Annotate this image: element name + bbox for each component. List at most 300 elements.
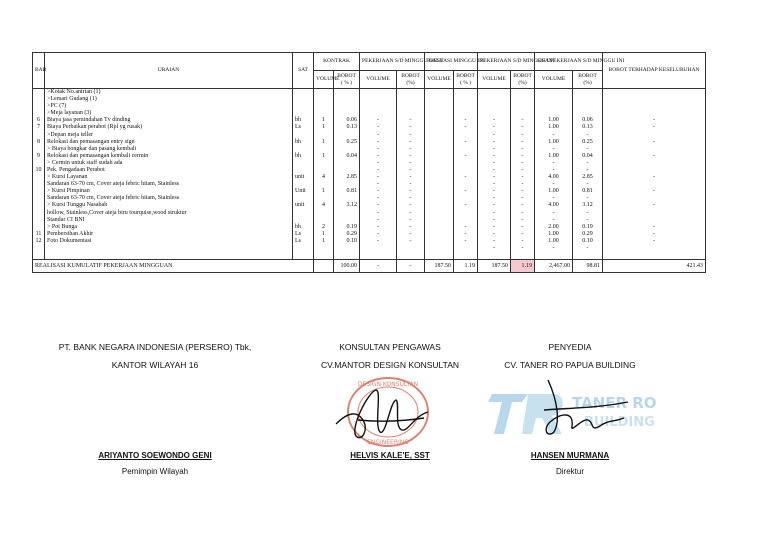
total-prestasi-volume: 187.50	[425, 259, 454, 272]
table-row	[33, 181, 706, 188]
cell-ib: -	[511, 188, 535, 195]
svg-text:TANER RO: TANER RO	[572, 394, 657, 412]
cell-no	[33, 181, 45, 188]
cell-sat	[293, 160, 314, 167]
cell-sv: 1.00	[535, 139, 573, 146]
cell-pv	[425, 167, 454, 174]
cell-sat	[293, 131, 314, 138]
table-row	[33, 202, 706, 209]
cell-lv	[360, 103, 397, 110]
cell-tot	[603, 181, 706, 188]
cell-iv	[478, 110, 511, 117]
cell-pv	[425, 195, 454, 202]
cell-sv: -	[535, 217, 573, 224]
cell-uraian: Pek. Pengadaan Perabot	[45, 167, 293, 174]
cell-ib: -	[511, 195, 535, 202]
cell-no: 9	[33, 153, 45, 160]
cell-kb: 0.06	[334, 117, 360, 124]
cell-kb	[334, 245, 360, 252]
cell-uraian: Standar CI BNI	[45, 217, 293, 224]
cell-kb	[334, 146, 360, 153]
cell-sb	[573, 89, 603, 97]
cell-iv: -	[478, 131, 511, 138]
cell-lb: -	[397, 224, 425, 231]
cell-pb: -	[454, 188, 478, 195]
cell-lv: -	[360, 146, 397, 153]
cell-kb: 0.81	[334, 188, 360, 195]
cell-sat: bh	[293, 153, 314, 160]
cell-no: 8	[33, 139, 45, 146]
header-volume: VOLUME	[360, 71, 397, 89]
cell-kv	[314, 89, 334, 97]
svg-text:BUILDING: BUILDING	[584, 415, 655, 430]
cell-uraian: Relokasi dan pemasangan kembali cermin	[45, 153, 293, 160]
cell-ib: -	[511, 238, 535, 245]
provider-org: PENYEDIA	[548, 342, 592, 352]
cell-no	[33, 146, 45, 153]
header-sat: SAT	[293, 53, 314, 89]
cell-sv: 4.00	[535, 202, 573, 209]
cell-kb: 0.29	[334, 231, 360, 238]
cell-pb: -	[454, 231, 478, 238]
cell-sb: -	[573, 210, 603, 217]
cell-lb: -	[397, 188, 425, 195]
cell-lb: -	[397, 181, 425, 188]
cell-lv: -	[360, 139, 397, 146]
table-row	[33, 131, 706, 138]
table-row	[33, 139, 706, 146]
cell-tot: -	[603, 188, 706, 195]
cell-pv	[425, 238, 454, 245]
cell-pv	[425, 231, 454, 238]
cell-uraian: Sandaran 63-70 cm, Cover ateja febric hitam, Stainless	[45, 181, 293, 188]
cell-tot	[603, 146, 706, 153]
table-row	[33, 110, 706, 117]
cell-tot: -	[603, 153, 706, 160]
cell-sat: unit	[293, 174, 314, 181]
table-row	[33, 217, 706, 224]
cell-sv	[535, 110, 573, 117]
cell-kv	[314, 160, 334, 167]
total-ini-volume: 187.50	[478, 259, 511, 272]
header-volume: VOLUME	[425, 71, 454, 89]
cell-ib	[511, 103, 535, 110]
consultant-stamp-and-signature	[328, 372, 438, 452]
header-bab: BAB	[33, 53, 45, 89]
cell-pv	[425, 139, 454, 146]
cell-no	[33, 210, 45, 217]
table-row	[33, 153, 706, 160]
cell-pb	[454, 103, 478, 110]
provider-signer-name: HANSEN MURMANA	[530, 451, 610, 460]
cell-iv	[478, 96, 511, 103]
cell-sv: -	[535, 131, 573, 138]
cell-lv: -	[360, 131, 397, 138]
cell-ib: -	[511, 210, 535, 217]
cell-ib: -	[511, 146, 535, 153]
cell-sb: 0.81	[573, 188, 603, 195]
cell-no	[33, 160, 45, 167]
cell-pb	[454, 167, 478, 174]
cell-uraian: >Lemari Gudang (1)	[45, 96, 293, 103]
cell-iv: -	[478, 117, 511, 124]
total-sisa-volume: 2,467.00	[535, 259, 573, 272]
header-bobot: BOBOT (%)	[511, 71, 535, 89]
cell-ib: -	[511, 167, 535, 174]
cell-iv: -	[478, 217, 511, 224]
cell-uraian: > Kursi Tunggu Nasabah	[45, 202, 293, 209]
cell-sat	[293, 110, 314, 117]
cell-sv: 1.00	[535, 188, 573, 195]
cell-lv: -	[360, 210, 397, 217]
cell-tot	[603, 89, 706, 97]
svg-text:ENGINEERING: ENGINEERING	[367, 439, 409, 446]
total-prestasi-bobot: 1.19	[454, 259, 478, 272]
table-row	[33, 210, 706, 217]
total-label: REALISASI KUMULATIF PEKERJAAN MINGGUAN	[33, 259, 314, 272]
provider-signer-role: Direktur	[555, 467, 584, 476]
cell-sv: 1.00	[535, 238, 573, 245]
cell-sv: 2.00	[535, 224, 573, 231]
cell-iv: -	[478, 160, 511, 167]
cell-pb	[454, 217, 478, 224]
cell-kv	[314, 146, 334, 153]
cell-uraian: > Kursi Layanan	[45, 174, 293, 181]
cell-sv: -	[535, 167, 573, 174]
cell-lv	[360, 110, 397, 117]
total-lalu-bobot: -	[397, 259, 425, 272]
cell-lv: -	[360, 124, 397, 131]
consultant-org: KONSULTAN PENGAWAS	[339, 342, 441, 352]
header-kontrak: KONTRAK	[314, 53, 360, 71]
bank-signer-name: ARIYANTO SOEWONDO GENI	[98, 451, 212, 460]
cell-kv: 1	[314, 238, 334, 245]
cell-kv: 1	[314, 139, 334, 146]
cell-iv: -	[478, 167, 511, 174]
cell-ib: -	[511, 224, 535, 231]
header-volume: VOLUME	[478, 71, 511, 89]
cell-lv	[360, 245, 397, 252]
cell-ib: -	[511, 131, 535, 138]
cell-pb: -	[454, 224, 478, 231]
cell-no: 6	[33, 117, 45, 124]
cell-kb: 0.13	[334, 124, 360, 131]
cell-ib: -	[511, 202, 535, 209]
table-row	[33, 238, 706, 245]
cell-pv	[425, 153, 454, 160]
cell-lb: -	[397, 195, 425, 202]
cell-pv	[425, 110, 454, 117]
table-row	[33, 167, 706, 174]
cell-tot	[603, 160, 706, 167]
cell-lv: -	[360, 181, 397, 188]
signature-bank	[50, 341, 260, 478]
cell-sv: -	[535, 245, 573, 252]
cell-pb	[454, 245, 478, 252]
cell-sv: -	[535, 181, 573, 188]
cell-sat	[293, 181, 314, 188]
cell-kv: 2	[314, 224, 334, 231]
cell-no	[33, 224, 45, 231]
cell-pv	[425, 188, 454, 195]
header-bobot: BOBOT ( % )	[454, 71, 478, 89]
cell-ib: -	[511, 139, 535, 146]
cell-lb	[397, 103, 425, 110]
total-row	[33, 259, 706, 272]
cell-sv: -	[535, 160, 573, 167]
cell-lv: -	[360, 188, 397, 195]
cell-sb: -	[573, 245, 603, 252]
cell-sb	[573, 110, 603, 117]
cell-uraian: >Meja layanan (3)	[45, 110, 293, 117]
cell-sv: -	[535, 210, 573, 217]
cell-pv	[425, 181, 454, 188]
cell-kb	[334, 167, 360, 174]
cell-pb	[454, 131, 478, 138]
bank-office: KANTOR WILAYAH 16	[111, 360, 199, 370]
cell-sb: 2.85	[573, 174, 603, 181]
header-bobot-total: BOBOT TERHADAP KESELURUHAN	[603, 53, 706, 89]
cell-pb: -	[454, 117, 478, 124]
cell-ib	[511, 89, 535, 97]
cell-uraian: > Cermin untuk staff sudah ada	[45, 160, 293, 167]
cell-kv: 1	[314, 153, 334, 160]
cell-kb	[334, 89, 360, 97]
cell-tot: -	[603, 174, 706, 181]
cell-tot	[603, 110, 706, 117]
svg-text:DESIGN KONSULTAN: DESIGN KONSULTAN	[357, 381, 419, 388]
cell-lv: -	[360, 217, 397, 224]
cell-lb	[397, 96, 425, 103]
cell-kb	[334, 131, 360, 138]
cell-kv: 1	[314, 231, 334, 238]
cell-iv: -	[478, 153, 511, 160]
cell-pv	[425, 245, 454, 252]
cell-lv: -	[360, 224, 397, 231]
cell-kv: 4	[314, 174, 334, 181]
cell-iv: -	[478, 231, 511, 238]
consultant-company: CV.MANTOR DESIGN KONSULTAN	[320, 360, 460, 370]
cell-pb: -	[454, 153, 478, 160]
table-row	[33, 89, 706, 97]
cell-sb	[573, 96, 603, 103]
cell-pv	[425, 96, 454, 103]
header-prestasi: PRESTASI MINGGU INI	[425, 53, 478, 71]
bank-org: PT. BANK NEGARA INDONESIA (PERSERO) Tbk,	[58, 342, 252, 352]
cell-kb	[334, 103, 360, 110]
cell-pb	[454, 195, 478, 202]
cell-sat: bh	[293, 139, 314, 146]
cell-iv: -	[478, 224, 511, 231]
cell-pv	[425, 160, 454, 167]
cell-kb	[334, 160, 360, 167]
cell-lb: -	[397, 117, 425, 124]
cell-lb: -	[397, 139, 425, 146]
cell-no	[33, 110, 45, 117]
table-row	[33, 231, 706, 238]
cell-sv: -	[535, 195, 573, 202]
table-row	[33, 96, 706, 103]
cell-tot: -	[603, 202, 706, 209]
cell-uraian: Foto Dokumentasi	[45, 238, 293, 245]
cell-lv: -	[360, 167, 397, 174]
total-sisa-bobot: 98.81	[573, 259, 603, 272]
cell-sb: -	[573, 181, 603, 188]
cell-lv: -	[360, 117, 397, 124]
cell-sat: Ls	[293, 238, 314, 245]
cell-no	[33, 195, 45, 202]
cell-sv: 1.00	[535, 124, 573, 131]
table-row	[33, 224, 706, 231]
cell-ib: -	[511, 117, 535, 124]
cell-no	[33, 245, 45, 252]
cell-sat: Ls	[293, 231, 314, 238]
cell-lv: -	[360, 202, 397, 209]
cell-sb: 0.10	[573, 238, 603, 245]
table-row	[33, 245, 706, 252]
table-body	[33, 89, 706, 253]
cell-pv	[425, 89, 454, 97]
header-sisa: SISA PEKERJAAN S/D MINGGU INI	[535, 53, 603, 71]
cell-sat	[293, 245, 314, 252]
cell-lv: -	[360, 160, 397, 167]
cell-lb: -	[397, 174, 425, 181]
cell-pv	[425, 131, 454, 138]
cell-uraian: > Biaya bongkar dan pasang kembali	[45, 146, 293, 153]
cell-sat: Unit	[293, 188, 314, 195]
cell-sv	[535, 96, 573, 103]
cell-sv: 4.00	[535, 174, 573, 181]
cell-sat: unit	[293, 202, 314, 209]
cell-tot: -	[603, 231, 706, 238]
cell-ib: -	[511, 160, 535, 167]
cell-kb	[334, 217, 360, 224]
cell-sb: 0.04	[573, 153, 603, 160]
cell-uraian: >Kotak No.antrian (1)	[45, 89, 293, 97]
cell-tot	[603, 131, 706, 138]
cell-pb	[454, 146, 478, 153]
cell-no	[33, 131, 45, 138]
cell-sat	[293, 146, 314, 153]
cell-kb: 3.12	[334, 202, 360, 209]
cell-iv: -	[478, 238, 511, 245]
cell-kv: 1	[314, 188, 334, 195]
cell-tot	[603, 217, 706, 224]
cell-iv: -	[478, 195, 511, 202]
consultant-signer-name: HELVIS KALE'E, SST	[350, 451, 430, 460]
cell-no: 7	[33, 124, 45, 131]
cell-lv: -	[360, 231, 397, 238]
cell-tot: -	[603, 238, 706, 245]
cell-sv	[535, 89, 573, 97]
cell-lb: -	[397, 146, 425, 153]
cell-iv: -	[478, 188, 511, 195]
cell-lv: -	[360, 195, 397, 202]
cell-no	[33, 96, 45, 103]
cell-sat: Ls	[293, 124, 314, 131]
cell-uraian: Relokasi dan pemasangan entry sign	[45, 139, 293, 146]
cell-lv	[360, 96, 397, 103]
cell-pb	[454, 89, 478, 97]
cell-lv	[360, 89, 397, 97]
cell-sb	[573, 103, 603, 110]
cell-uraian: Pembersihan Akhir	[45, 231, 293, 238]
cell-uraian: > Pot Bunga	[45, 224, 293, 231]
cell-kv: 1	[314, 124, 334, 131]
cell-sb: 0.13	[573, 124, 603, 131]
cell-kv	[314, 103, 334, 110]
cell-sv: -	[535, 146, 573, 153]
cell-no: 11	[33, 231, 45, 238]
cell-no	[33, 103, 45, 110]
cell-ib: -	[511, 231, 535, 238]
cell-tot	[603, 103, 706, 110]
cell-pv	[425, 202, 454, 209]
cell-ib: -	[511, 181, 535, 188]
cell-pv	[425, 146, 454, 153]
cell-no	[33, 89, 45, 97]
cell-pb: -	[454, 202, 478, 209]
cell-lb	[397, 245, 425, 252]
cell-ib: -	[511, 245, 535, 252]
cell-sat: bh	[293, 224, 314, 231]
cell-kv	[314, 195, 334, 202]
cell-sv: 1.00	[535, 117, 573, 124]
cell-ib	[511, 110, 535, 117]
provider-company: CV. TANER RO PAPUA BUILDING	[504, 360, 636, 370]
cell-pv	[425, 117, 454, 124]
cell-iv: -	[478, 245, 511, 252]
table-row	[33, 195, 706, 202]
cell-sat	[293, 167, 314, 174]
cell-pv	[425, 174, 454, 181]
cell-lb: -	[397, 202, 425, 209]
cell-kb	[334, 181, 360, 188]
cell-ib: -	[511, 217, 535, 224]
cell-iv: -	[478, 181, 511, 188]
cell-kb	[334, 96, 360, 103]
cell-iv	[478, 103, 511, 110]
cell-pv	[425, 217, 454, 224]
total-ini-bobot: 1.19	[511, 259, 535, 272]
cell-lb: -	[397, 210, 425, 217]
cell-pb	[454, 181, 478, 188]
cell-tot	[603, 96, 706, 103]
cell-pv	[425, 210, 454, 217]
cell-no: 10	[33, 167, 45, 174]
cell-kv	[314, 210, 334, 217]
cell-ib	[511, 96, 535, 103]
cell-no	[33, 202, 45, 209]
cell-kb	[334, 110, 360, 117]
cell-sb: 3.12	[573, 202, 603, 209]
progress-table-sheet	[32, 52, 705, 317]
cell-sv: 1.00	[535, 231, 573, 238]
cell-lv: -	[360, 238, 397, 245]
cell-kv	[314, 96, 334, 103]
cell-lb: -	[397, 167, 425, 174]
cell-kb	[334, 195, 360, 202]
cell-pb	[454, 160, 478, 167]
cell-sb: 0.19	[573, 224, 603, 231]
cell-sat: bh	[293, 117, 314, 124]
cell-uraian: Sandaran 63-70 cm, Cover ateja febric hitam, Stainless	[45, 195, 293, 202]
cell-sb: -	[573, 195, 603, 202]
cell-pb: -	[454, 174, 478, 181]
cell-tot	[603, 167, 706, 174]
cell-kv	[314, 167, 334, 174]
cell-sat	[293, 210, 314, 217]
